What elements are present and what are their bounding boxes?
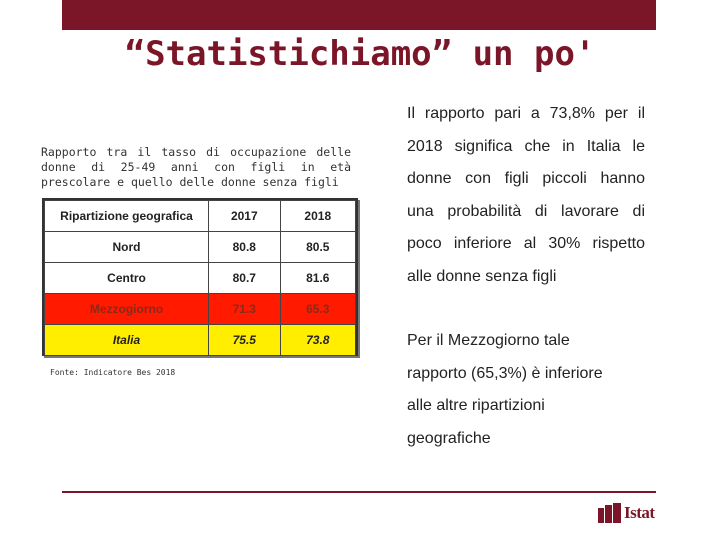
top-banner (62, 0, 656, 30)
cell-2017: 80.8 (209, 232, 281, 263)
commentary-line: poco inferiore al 30% rispetto (407, 235, 645, 252)
cell-area: Mezzogiorno (45, 294, 209, 325)
source-note: Fonte: Indicatore Bes 2018 (50, 368, 176, 377)
header-2017: 2017 (209, 201, 281, 232)
header-area: Ripartizione geografica (45, 201, 209, 232)
paragraph-gap (407, 293, 645, 325)
commentary-line: rapporto (65,3%) è inferiore (407, 364, 603, 382)
commentary-line: Per il Mezzogiorno tale (407, 332, 570, 349)
cell-2017: 71.3 (209, 294, 281, 325)
table-row-mezzogiorno (45, 294, 356, 325)
data-table-container (42, 198, 358, 356)
cell-2018: 65.3 (280, 294, 355, 325)
cell-area: Nord (45, 232, 209, 263)
commentary-line: alle donne senza figli (407, 267, 557, 285)
commentary-line: alle altre ripartizioni (407, 397, 545, 414)
commentary-line: Il rapporto pari a 73,8% per il (407, 105, 645, 122)
commentary-line: donne con figli piccoli hanno (407, 170, 645, 187)
bottom-divider (62, 491, 656, 493)
cell-2018: 73.8 (280, 325, 355, 356)
istat-logo (598, 503, 655, 523)
header-2018: 2018 (280, 201, 355, 232)
commentary-text (407, 98, 645, 455)
table-header-row (45, 201, 356, 232)
cell-2018: 81.6 (280, 263, 355, 294)
istat-logo-icon (598, 503, 622, 523)
cell-2017: 80.7 (209, 263, 281, 294)
table-row-italia (45, 325, 356, 356)
commentary-line: geografiche (407, 429, 491, 447)
commentary-line: 2018 significa che in Italia le (407, 137, 645, 155)
data-table (44, 200, 356, 356)
cell-2017: 75.5 (209, 325, 281, 356)
slide-title: “Statistichiamo” un po' (124, 34, 596, 74)
table-row-nord (45, 232, 356, 263)
commentary-line: una probabilità di lavorare di (407, 202, 645, 220)
table-row-centro (45, 263, 356, 294)
table-description: Rapporto tra il tasso di occupazione delle donne di 25-49 anni con figli in età prescolare e quello delle donne senza figli (41, 145, 351, 189)
cell-area: Centro (45, 263, 209, 294)
cell-2018: 80.5 (280, 232, 355, 263)
logo-text: Istat (624, 503, 655, 522)
cell-area: Italia (45, 325, 209, 356)
